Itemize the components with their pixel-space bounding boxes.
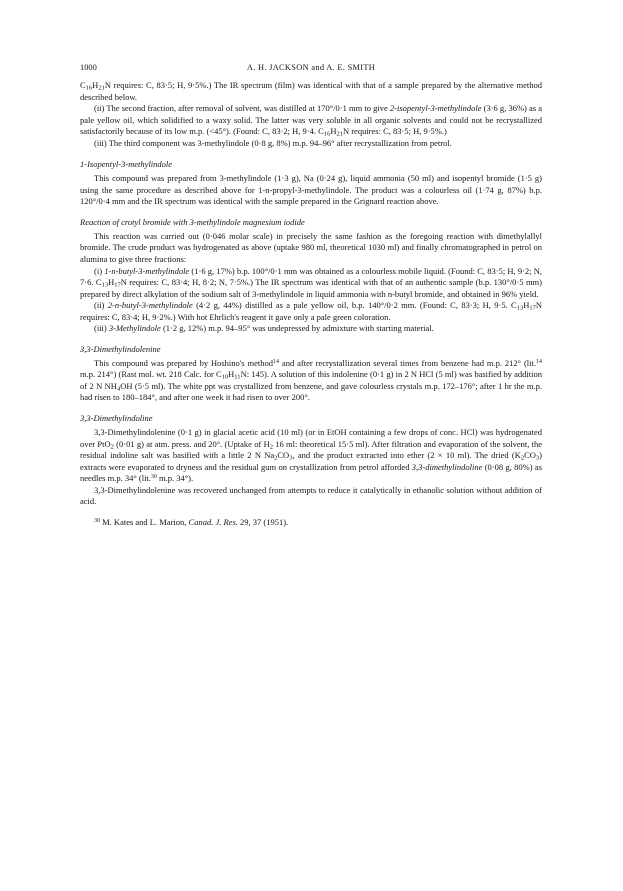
page-number: 1000 [80,63,97,72]
paragraph: This compound was prepared by Hoshino's method$^{14}$ and after recrystallization several times from benzene had m.p. 212° (lit.$^{14}$ m.p. 214°) (Rast mol. wt. 218 Calc. for $C_{10}H_{11}N$: 145). A solution of this indolenine (0·1 g) in 2 N HCl (5 ml) was basified by addition of 2 N $NH_4OH$ (5·5 ml). The white ppt was crystallized from benzene, and gave colourless crystals m.p. 172–176°; after 1 hr the m.p. had risen to 180–184°, and after one week it had risen to over 200°. [80,357,543,403]
paragraph: (iii) 3-Methylindole (1·2 g, 12%) m.p. 94–95° was undepressed by admixture with starting material. [94,323,434,334]
paragraph: (iii) The third component was 3-methylindole (0·8 g, 8%) m.p. 94–96° after recrystallization from petrol. [94,137,452,148]
paragraph: 3,3-Dimethylindolenine was recovered unchanged from attempts to reduce it catalytically in ethanolic solution without addition of acid. [80,484,542,507]
article-body [80,80,542,528]
paragraph: (ii) The second fraction, after removal of solvent, was distilled at 170°/0·1 mm to give 2-isopentyl-3-methylindole (3·6 g, 36%) as a pale yellow oil, which solidified to a waxy solid. The latter was very soluble in all organic solvents and could not be recrystallized satisfactorily because of its low m.p. (<45°). (Found: C, 83·2; H, 9·4. $C_{16}H_{21}N$ requires: C, 83·5; H, 9·5%.) [80,103,542,138]
paragraph: This reaction was carried out (0·046 molar scale) in precisely the same fashion as the foregoing reaction with dimethylallyl bromide. The crude product was hydrogenated as above (uptake 980 ml, theoretical 1030 ml) and finally chromatographed in petrol on alumina to give three fractions: [80,230,542,265]
paragraph: (i) 1-n-butyl-3-methylindole (1·6 g, 17%) b.p. 100°/0·1 mm was obtained as a colourless mobile liquid. (Found: C, 83·5; H, 9·2; N, 7·6. $C_{13}H_{17}N$ requires: C, 83·4; H, 8·2; N, 7·5%.) The IR spectrum was identical with that of an authentic sample (b.p. 130°/0·5 mm) prepared by direct alkylation of the sodium salt of 3-methylindole in liquid ammonia with n-butyl bromide, and obtained in 96% yield. [80,265,543,299]
footnote: $^{30}$ M. Kates and L. Marion, Canad. J. Res. 29, 37 (1951). [94,516,289,527]
paragraph: 3,3-Dimethylindolenine (0·1 g) in glacial acetic acid (10 ml) (or in EtOH containing a few drops of conc. HCl) was hydrogenated over PtO$_2$ (0·01 g) at atm. press. and 20°. (Uptake of $H_2$ 16 ml: theoretical 15·5 ml). After filtration and evaporation of the solvent, the residual indoline salt was basified with a little 2 N $Na_2CO_3$, and the product extracted into ether (2 × 10 ml). The dried $(K_2CO_3)$ extracts were evaporated to dryness and the residual gum on crystallization from petrol afforded 3,3-dimethylindoline (0·08 g, 80%) as needles m.p. 34° (lit.$^{30}$ m.p. 34°). [80,427,542,484]
section-heading: Reaction of crotyl bromide with 3-methylindole magnesium iodide [80,216,305,227]
paragraph: This compound was prepared from 3-methylindole (1·3 g), Na (0·24 g), liquid ammonia (50 ml) and isopentyl bromide (1·5 g) using the same procedure as described above for 1-n-propyl-3-methylindole. The product was a colourless oil (1·74 g, 87%) b.p. 120°/0·4 mm and the IR spectrum was identical with the sample prepared in the Grignard reaction above. [80,173,542,207]
paragraph: (ii) 2-n-butyl-3-methylindole (4·2 g, 44%) distilled as a pale yellow oil, b.p. 140°/0·2 mm. (Found: C, 83·3; H, 9·5. $C_{13}H_{17}N$ requires: C, 83·4; H, 9·2%.) With hot Ehrlich's reagent it gave only a pale green coloration. [80,300,543,322]
running-head: A. H. JACKSON and A. E. SMITH [246,63,376,72]
section-heading: 3,3-Dimethylindoline [80,413,153,424]
page-header [80,62,542,74]
section-heading: 1-Isopentyl-3-methylindole [80,159,173,170]
section-heading: 3,3-Dimethylindolenine [80,343,161,354]
paragraph: $C_{16}H_{21}N$ requires: C, 83·5; H, 9·5%.) The IR spectrum (film) was identical with that of a sample prepared by the alternative method described below. [80,80,542,102]
